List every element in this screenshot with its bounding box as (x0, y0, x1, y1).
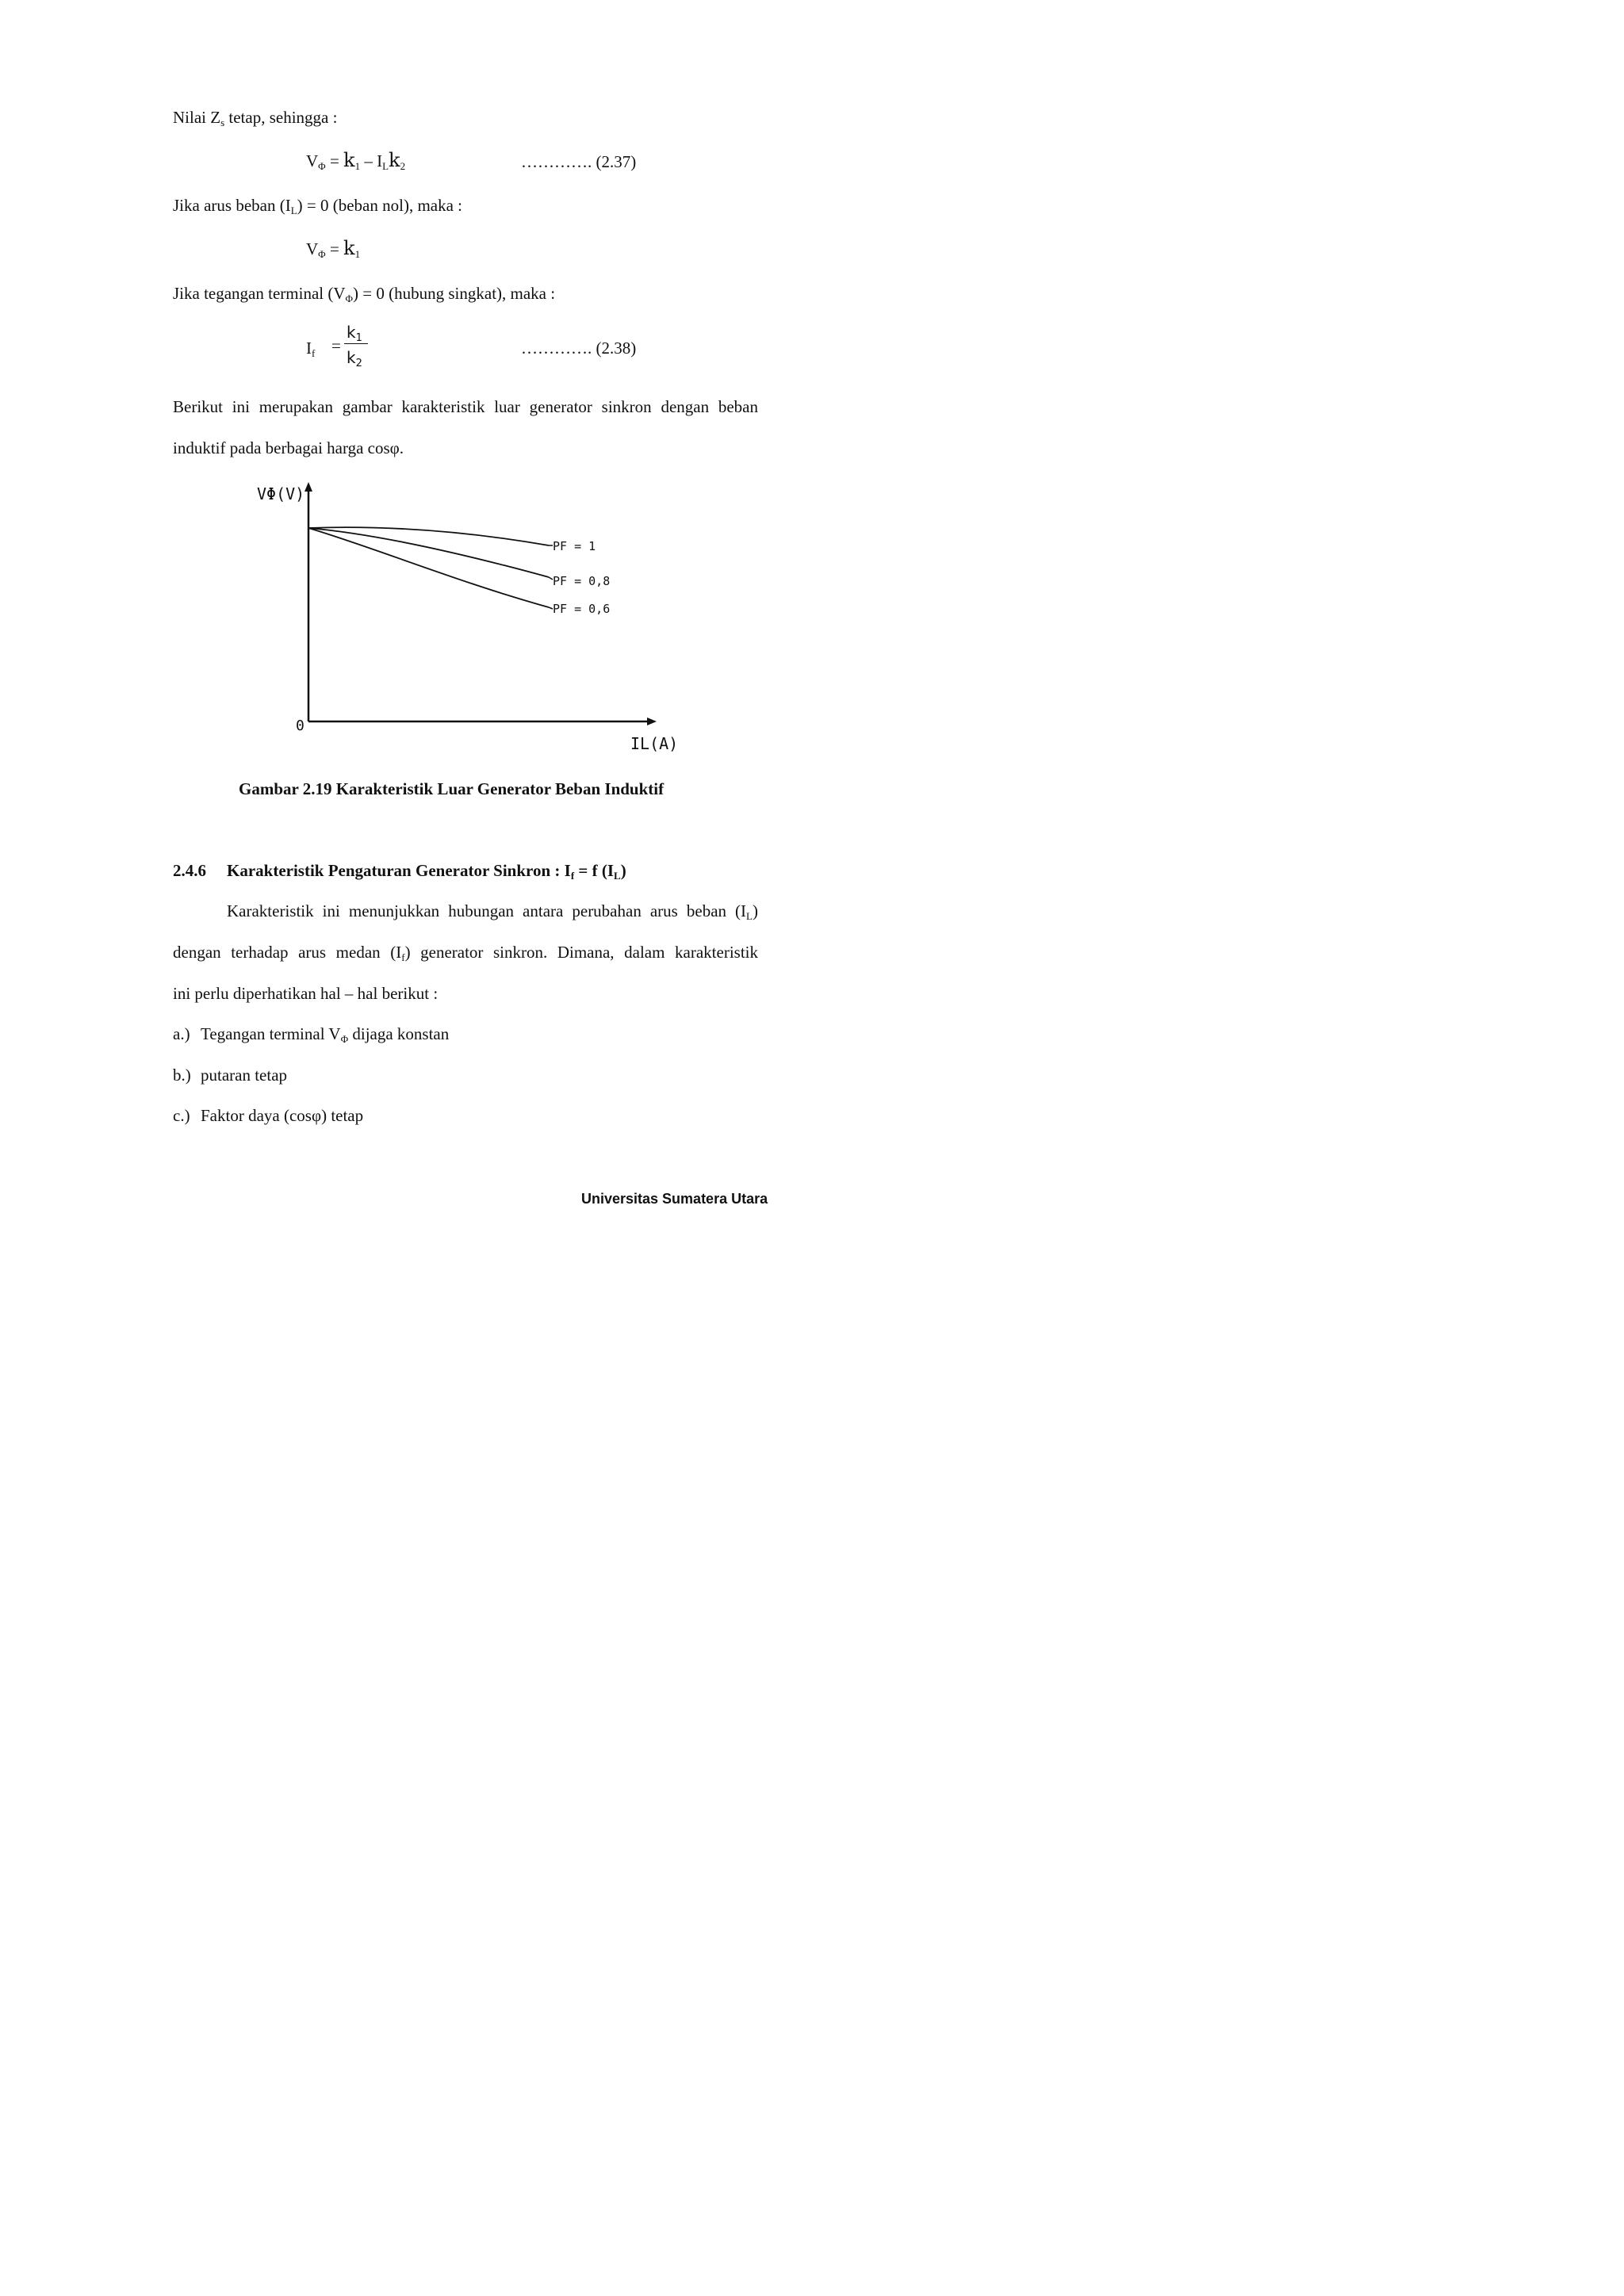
paragraph-regulation-line1: Karakteristik ini menunjukkan hubungan antara perubahan arus beban $(I_L)$ (227, 901, 758, 922)
footer-university: Universitas Sumatera Utara (581, 1191, 768, 1207)
series-label-2: PF = 0,8 (553, 574, 611, 588)
section-heading (173, 863, 206, 879)
paragraph-intro-line2: induktif pada berbagai harga cosφ. (173, 438, 404, 457)
paragraph-regulation-line2: dengan terhadap arus medan $(I_f)$ generator sinkron. Dimana, dalam karakteristik (173, 943, 758, 963)
equation-2-38-lhs: $I_f$ (306, 339, 316, 359)
paragraph-regulation-line3: ini perlu diperhatikan hal – hal berikut : (173, 984, 439, 1003)
paragraph-intro-line1: Berikut ini merupakan gambar karakteristik luar generator sinkron dengan beban (173, 397, 758, 416)
text-line-zs: Nilai $Z_s$ tetap, sehingga : (173, 108, 338, 128)
fraction-bar (344, 343, 368, 344)
fraction-k1-over-k2 (344, 323, 368, 369)
list-item-a: Tegangan terminal $V_\Phi$ dijaga konstan (201, 1024, 450, 1045)
fraction-numerator: $k_1$ (347, 323, 362, 344)
curve-series-2 (308, 528, 549, 577)
section-number: 2.4.6 (173, 861, 206, 880)
curve-series-1 (308, 527, 549, 545)
text-line-short-circuit: Jika tegangan terminal $(V_\Phi) = 0$ (hubung singkat), maka : (173, 284, 556, 304)
equation-number-2-38: …………. (2.38) (521, 339, 637, 358)
y-axis-label: VΦ(V) (257, 484, 305, 503)
list-item-c-label: c.) (173, 1106, 190, 1125)
list-item-a-label: a.) (173, 1024, 190, 1043)
list-item-c: Faktor daya (cosφ) tetap (201, 1106, 364, 1125)
x-axis-label: IL(A) (630, 734, 679, 753)
equation-2-37: $V_\Phi = k_1 - I_Lk_2$ (306, 149, 406, 172)
series-group (308, 527, 610, 616)
equation-2-38-equals: = (331, 336, 341, 355)
characteristic-chart (238, 476, 682, 761)
list-item-b-label: b.) (173, 1066, 191, 1085)
equation-no-load: $V_\Phi = k_1$ (306, 237, 361, 260)
series-label-3: PF = 0,6 (553, 602, 611, 616)
text-line-no-load: Jika arus beban $(I_L) = 0$ (beban nol), maka : (173, 196, 463, 216)
equation-number-2-37: …………. (2.37) (521, 152, 637, 171)
figure-caption: Gambar 2.19 Karakteristik Luar Generator Beban Induktif (239, 779, 665, 798)
origin-label: 0 (296, 718, 304, 734)
series-label-1: PF = 1 (553, 539, 596, 553)
fraction-denominator: $k_2$ (347, 348, 362, 369)
section-title: Karakteristik Pengaturan Generator Sinkron : $I_f = f$ $(I_L)$ (227, 861, 626, 882)
list-item-b: putaran tetap (201, 1066, 288, 1085)
